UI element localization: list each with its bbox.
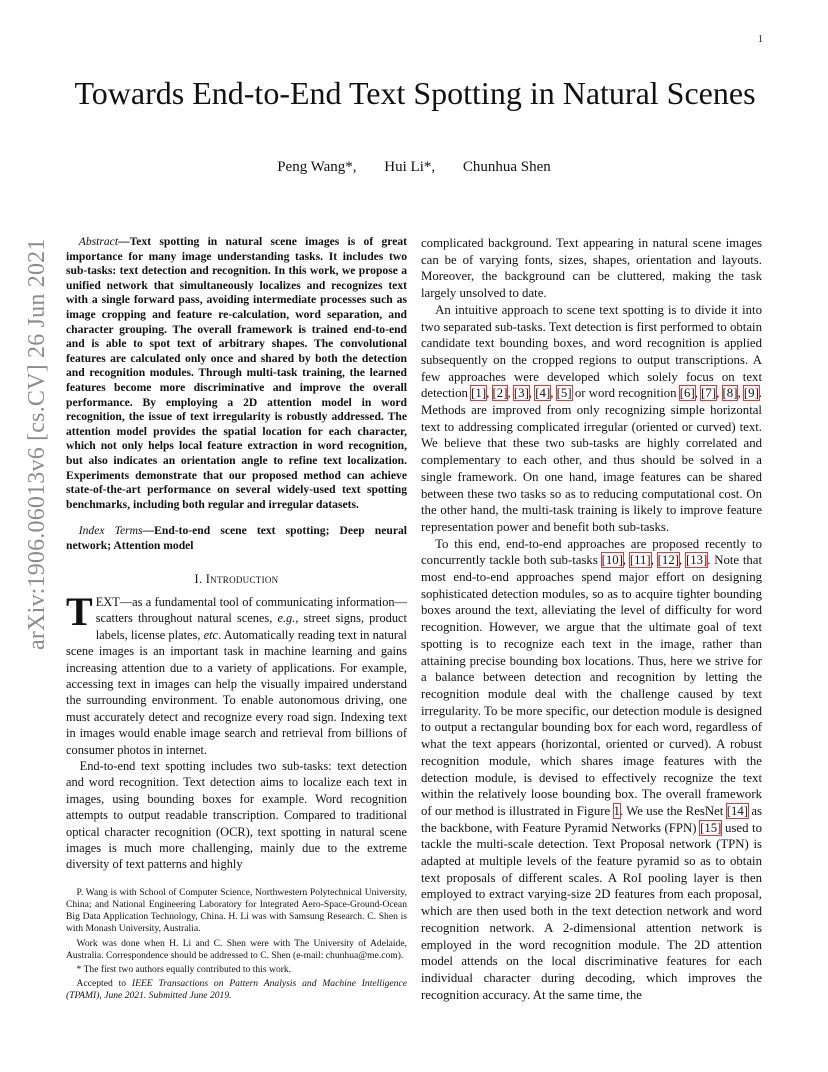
author-2: Hui Li*,	[384, 159, 436, 175]
citation-link[interactable]: [5]	[556, 386, 572, 401]
citation-link[interactable]: [4]	[535, 386, 551, 401]
citation-link[interactable]: [1]	[471, 386, 487, 401]
author-list	[0, 159, 828, 176]
body-text: used to tackle the multi-scale detection. Text Proposal network (TPN) is adapted at multiple levels of the feature pyramid so as to obtain text proposals of different scales. A RoI pooling layer is then employed to extract varying-size 2D features from each proposal, which are then used both in the text detection network and word recognition network. A 2-dimensional attention network is employed in the word recognition module. The 2D attention model attends on the local discriminative features for each individual character during decoding, which improves the recognition accuracy. At the same time, the	[421, 820, 762, 1002]
footnote-3: * The first two authors equally contributed to this work.	[76, 964, 292, 975]
section-title: Introduction	[205, 572, 279, 587]
index-terms-text: —End-to-end scene text spotting; Deep neural network; Attention model	[66, 524, 407, 552]
intro-paragraph-1	[66, 588, 407, 758]
intro-paragraph-2: End-to-end text spotting includes two sub-tasks: text detection and word recognition. Text detection aims to localize each text in images, using bounding boxes for example. Word recognition attempts to output readable transcription. Compared to traditional optical character recognition (OCR), text spotting in natural scene images is much more challenging, mainly due to the extreme diversity of text patterns and highly	[66, 758, 407, 872]
body-text: . We use the ResNet	[619, 803, 727, 818]
citation-link[interactable]: [10]	[601, 553, 623, 568]
body-text: An intuitive approach to scene text spotting is to divide it into two separated sub-tasks. Text detection is first performed to obtain candidate text bounding boxes, and word recognition is applied subsequently on the cropped regions to output transcriptions. A few approaches were developed which solely focus on text detection	[421, 302, 762, 401]
left-column	[66, 235, 407, 1005]
author-1: Peng Wang*,	[277, 159, 357, 175]
intro-etc: etc	[203, 627, 219, 642]
footnote-accepted	[66, 978, 407, 1002]
citation-link[interactable]: [2]	[492, 386, 508, 401]
citation-link[interactable]: [9]	[743, 386, 759, 401]
citation-link[interactable]: [14]	[726, 803, 749, 818]
intro-text: , street signs, product labels, license plates,	[95, 611, 407, 642]
author-3: Chunhua Shen	[462, 159, 551, 175]
figure-link[interactable]: 1	[613, 803, 620, 818]
index-terms	[66, 524, 407, 553]
right-paragraph-2: An intuitive approach to scene text spotting is to divide it into two separated sub-tasks. Text detection is first performed to obtain candidate text bounding boxes, and word recognition is applied subsequently on the cropped regions to output transcriptions. A few approaches were developed which solely focus on text detection [1], [2], [3], [4], [5] or word recognition [6], [7], [8], [9]. Methods are improved from only recognizing simple horizontal text to addressing complicated irregular (oriented or curved) text. We believe that these two sub-tasks are highly correlated and complementary to each other, and thus should be solved in a single framework. On one hand, image features can be shared between these two tasks so as to reducing computational cost. On the other hand, the multi-task training is likely to improve feature representation power and benefit both sub-tasks.	[421, 302, 763, 534]
abstract-label: Abstract	[78, 235, 119, 248]
abstract-text: —Text spotting in natural scene images is of great importance for many image understanding tasks. It includes two sub-tasks: text detection and recognition. In this work, we propose a unified network that simultaneously localizes and recognizes text with a single forward pass, avoiding intermediate processes such as image cropping and feature re-calculation, word separation, and character grouping. The overall framework is trained end-to-end and is able to spot text of arbitrary shapes. The convolutional features are calculated only once and shared by both the detection and recognition modules. Through multi-task training, the learned features become more discriminative and improve the overall performance. By employing a 2D attention model in word recognition, the issue of text irregularity is robustly addressed. The attention model provides the spatial location for each character, which not only helps local feature extraction in word recognition, but also indicates an orientation angle to refine text localization. Experiments demonstrate that our proposed method can achieve state-of-the-art performance on several widely-used text spotting benchmarks, including both regular and irregular datasets.	[66, 235, 407, 511]
body-text: as the backbone, with Feature Pyramid Networks (FPN)	[421, 803, 763, 835]
right-paragraph-3: To this end, end-to-end approaches are proposed recently to concurrently tackle both sub-tasks [10], [11], [12], [13]. Note that most end-to-end approaches spend major effort on designing sophisticated detection modules, so as to acquire tighter bounding boxes around the text, alleviating the level of difficulty for word recognition. However, we argue that the ultimate goal of text spotting is to recognize each text in the image, rather than attaining precise bounding box locations. Thus, here we strive for a balance between detection and recognition by letting the recognition module deal with the challenge caused by text irregularity. To be more specific, our detection module is designed to output a rectangular bounding box for each word, regardless of what the text appears (horizontal, oriented or curved). A robust recognition module, which shares image features with the detection module, is devised to effectively recognize the text within the relatively loose bounding box. The overall framework of our method is illustrated in Figure 1. We use the ResNet [14] as the backbone, with Feature Pyramid Networks (FPN) [15] used to tackle the multi-scale detection. Text Proposal network (TPN) is adapted at multiple levels of the feature pyramid so as to obtain text proposals of different scales. A RoI pooling layer is then employed to extract varying-size 2D features from each proposal, which are then used both in the text detection network and word recognition network. A 2-dimensional attention network is employed in the word recognition module. The 2D attention model attends on the local discriminative features for each individual character during decoding, which improves the recognition accuracy. At the same time, the	[421, 536, 763, 1002]
page-number: 1	[758, 34, 763, 45]
footnote-1: P. Wang is with School of Computer Science, Northwestern Polytechnical University, China; and National Engineering Laboratory for Integrated Aero-Space-Ground-Ocean Big Data Application Technology, China. H. Li was with Samsung Research. C. Shen is with Monash University, Australia.	[66, 886, 407, 935]
arxiv-stamp: arXiv:1906.06013v6 [cs.CV] 26 Jun 2021	[24, 238, 50, 650]
footnotes	[66, 887, 407, 1003]
intro-text: EXT—as a fundamental tool of communicating information—scatters throughout natural scenes,	[95, 594, 407, 626]
section-number: I.	[194, 572, 203, 587]
body-text: To this end, end-to-end approaches are proposed recently to concurrently tackle both sub-tasks	[421, 536, 762, 568]
right-column	[421, 235, 762, 1003]
paper-title: Towards End-to-End Text Spotting in Natural Scenes	[74, 75, 756, 111]
body-text: . Note that most end-to-end approaches spend major effort on designing sophisticated detection modules, so as to acquire tighter bounding boxes around the text, alleviating the level of difficulty for word recognition. However, we argue that the ultimate goal of text spotting is to recognize each text in the image, rather than attaining precise bounding box locations. Thus, here we strive for a balance between detection and recognition by letting the recognition module deal with the challenge caused by text irregularity. To be more specific, our detection module is designed to output a rectangular bounding box for each word, regardless of what the text appears (horizontal, oriented or curved). A robust recognition module, which shares image features with the detection module, is devised to effectively recognize the text within the relatively loose bounding box. The overall framework of our method is illustrated in Figure	[421, 553, 763, 818]
body-text: or word recognition	[571, 386, 680, 401]
citation-link[interactable]: [8]	[722, 386, 738, 401]
body-text: . Methods are improved from only recognizing simple horizontal text to addressing complicated irregular (oriented or curved) text. We believe that these two sub-tasks are highly correlated and complementary to each other, and thus should be solved in a single framework. On one hand, image features can be shared between these two tasks so as to reducing computational cost. On the other hand, the multi-task training is likely to improve feature representation power and benefit both sub-tasks.	[421, 386, 763, 534]
intro-eg: e.g.	[277, 611, 296, 626]
citation-link[interactable]: [6]	[679, 386, 695, 401]
accepted-journal: IEEE Transactions on Pattern Analysis and Machine Intelligence (TPAMI), June 2021. Submitted June 2019.	[66, 978, 407, 1002]
citation-link[interactable]: [3]	[513, 386, 529, 401]
section-heading	[66, 571, 407, 587]
citation-link[interactable]: [11]	[629, 553, 651, 568]
citation-link[interactable]: [7]	[701, 386, 717, 401]
right-paragraph-1: complicated background. Text appearing in natural scene images can be of varying fonts, sizes, shapes, orientation and layouts. Moreover, the background can be cluttered, making the task largely unsolved to date.	[421, 236, 762, 301]
intro-text: . Automatically reading text in natural scene images is an important task in machine learning and gains increasing attention due to a variety of applications. For example, accessing text in images can help the visually impaired understand the surrounding environment. To enable autonomous driving, one must accurately detect and recognize every road sign. Indexing text in images would enable image search and retrieval from billions of consumer photos in internet.	[66, 627, 407, 757]
index-terms-label: Index Terms	[78, 524, 143, 538]
citation-link[interactable]: [15]	[700, 820, 722, 835]
footnote-2: Work was done when H. Li and C. Shen were with The University of Adelaide, Australia. Correspondence should be addressed to C. Shen (e-mail: chunhua@me.com).	[66, 937, 407, 961]
accepted-prefix: Accepted to	[76, 978, 132, 990]
citation-link[interactable]: [12]	[657, 553, 679, 568]
dropcap: T	[66, 588, 93, 634]
abstract	[66, 235, 407, 512]
citation-link[interactable]: [13]	[685, 553, 708, 568]
